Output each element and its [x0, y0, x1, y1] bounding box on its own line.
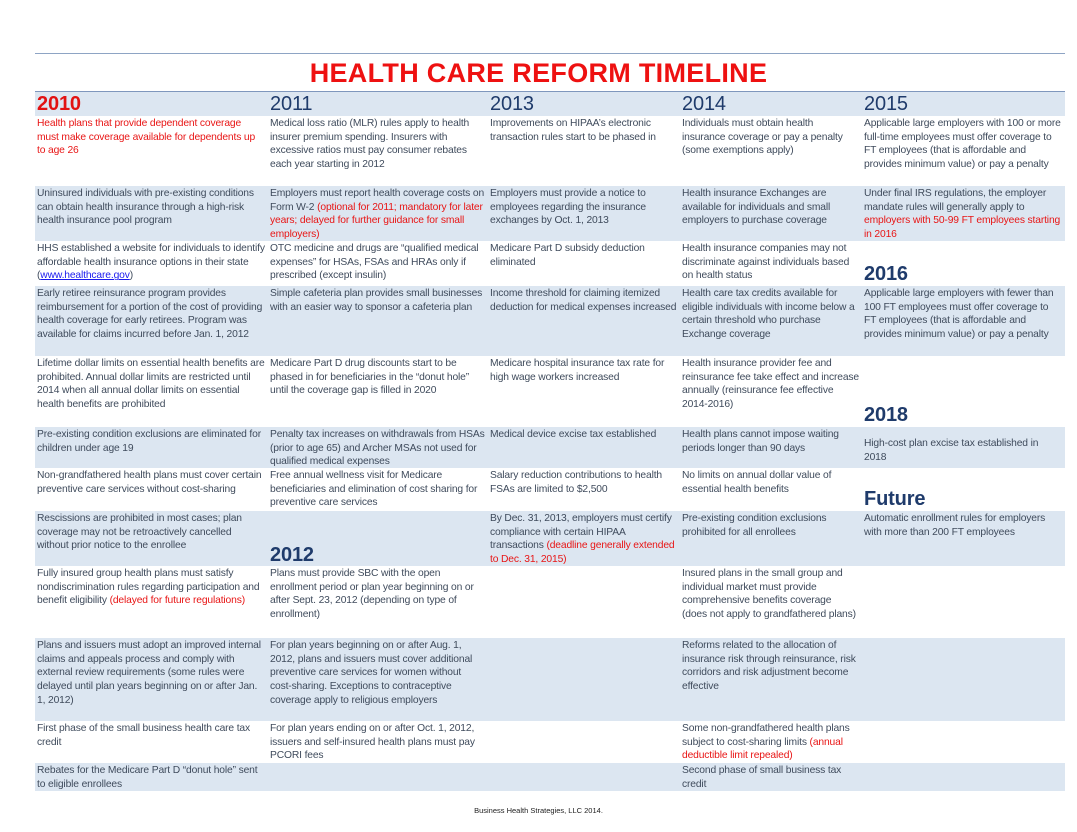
timeline-cell-2014	[680, 241, 862, 286]
year-subheading-2018: 2018	[864, 404, 908, 426]
timeline-cell-2010	[35, 186, 268, 242]
year-heading-2010: 2010	[37, 93, 81, 115]
table-row	[35, 566, 1065, 638]
table-row	[35, 721, 1065, 763]
year-heading-2015: 2015	[864, 93, 908, 115]
timeline-cell-2010	[35, 566, 268, 638]
timeline-cell-2015	[862, 763, 1065, 791]
timeline-cell-2010	[35, 356, 268, 427]
milestone-text: Automatic enrollment rules for employers with more than 200 FT employees	[864, 513, 1046, 538]
year-subheading-Future: Future	[864, 488, 926, 510]
timeline-cell-2014	[680, 427, 862, 469]
timeline-cell-2015	[862, 721, 1065, 763]
milestone-text: )	[129, 270, 134, 282]
timeline-cell-2010	[35, 721, 268, 763]
timeline-cell-2011	[268, 468, 488, 511]
timeline-cell-2014	[680, 116, 862, 186]
timeline-cell-2010	[35, 116, 268, 186]
timeline-cell-2015	[862, 116, 1065, 186]
timeline-table	[35, 92, 1065, 791]
year-subheading-2012: 2012	[270, 543, 314, 566]
milestone-text: Medical device excise tax established	[490, 429, 657, 440]
milestone-text: Pre-existing condition exclusions prohibited for all enrollees	[682, 513, 827, 538]
timeline-cell-2015	[862, 356, 1065, 427]
table-row	[35, 241, 1065, 286]
table-row	[35, 638, 1065, 721]
timeline-cell-2011	[268, 286, 488, 356]
timeline-cell-2010	[35, 638, 268, 721]
timeline-cell-2014	[680, 468, 862, 511]
timeline-cell-2014	[680, 511, 862, 567]
timeline-cell-2015	[862, 638, 1065, 721]
timeline-cell-2010	[35, 286, 268, 356]
milestone-text: First phase of the small business health care tax credit	[37, 723, 250, 748]
milestone-text: (optional for 2011; mandatory for later years; delayed for further guidance for small employers)	[270, 201, 483, 241]
timeline-cell-2011	[268, 186, 488, 242]
table-row	[35, 186, 1065, 241]
milestone-text: (delayed for future regulations)	[109, 595, 245, 607]
timeline-cell-2013	[488, 356, 680, 427]
milestone-text: Rebates for the Medicare Part D “donut hole” sent to eligible enrollees	[37, 765, 258, 790]
timeline-cell-2015	[862, 186, 1065, 242]
timeline-cell-2013	[488, 468, 680, 511]
timeline-cell-2011	[268, 116, 488, 186]
timeline-cell-2013	[488, 721, 680, 763]
milestone-text: Medical loss ratio (MLR) rules apply to health insurer premium spending. Insurers with excessive ratios must pay consumer rebates each year starting in 2012	[270, 118, 470, 171]
table-row	[35, 116, 1065, 186]
milestone-text: Income threshold for claiming itemized deduction for medical expenses increased	[490, 288, 677, 313]
page-title: HEALTH CARE REFORM TIMELINE	[309, 58, 768, 88]
timeline-cell-2011	[268, 763, 488, 791]
milestone-text: HHS established a website for individuals to identify affordable health insurance options in their state (	[37, 243, 265, 282]
milestone-text: Uninsured individuals with pre-existing conditions can obtain health insurance through a high-risk health insurance pool program	[37, 188, 254, 227]
milestone-text: Simple cafeteria plan provides small businesses with an easier way to sponsor a cafeteria plan	[270, 288, 483, 313]
milestone-text: Medicare Part D drug discounts start to be phased in for beneficiaries in the “donut hole” until the coverage gap is filled in 2020	[270, 358, 470, 397]
milestone-text: Insured plans in the small group and individual market must provide comprehensive benefits coverage (does not apply to grandfathered plans)	[682, 568, 856, 621]
timeline-cell-2013	[488, 763, 680, 791]
year-heading-2014: 2014	[682, 93, 726, 115]
timeline-cell-2014	[680, 566, 862, 638]
table-row	[35, 286, 1065, 356]
milestone-text: For plan years ending on or after Oct. 1, 2012, issuers and self-insured health plans must pay PCORI fees	[270, 723, 475, 762]
milestone-text: Second phase of small business tax credit	[682, 765, 842, 790]
milestone-text: OTC medicine and drugs are “qualified medical expenses” for HSAs, FSAs and HRAs only if prescribed (except insulin)	[270, 243, 479, 282]
timeline-cell-2010	[35, 763, 268, 791]
timeline-cell-2010	[35, 427, 268, 469]
timeline-cell-2014	[680, 286, 862, 356]
timeline-cell-2010	[35, 241, 268, 286]
timeline-cell-2011	[268, 566, 488, 638]
milestone-text: Lifetime dollar limits on essential health benefits are prohibited. Annual dollar limits are restricted until 2014 when all annual dollar limits on essential health benefits are prohibited	[37, 358, 265, 411]
milestone-text: Applicable large employers with fewer than 100 FT employees must offer coverage to FT employees (that is affordable and provides minimum value) or pay a penalty	[864, 288, 1054, 341]
milestone-text: Employers must report health coverage costs on Form W-2	[270, 188, 485, 213]
milestone-text: Reforms related to the allocation of insurance risk through reinsurance, risk corridors and risk adjustment become effective	[682, 640, 856, 693]
milestone-text: (annual deductible limit repealed)	[682, 736, 843, 762]
milestone-text: No limits on annual dollar value of essential health benefits	[682, 470, 832, 495]
milestone-text: Employers must provide a notice to employees regarding the insurance exchanges by Oct. 1, 2013	[490, 188, 646, 227]
milestone-text: Health insurance provider fee and reinsurance fee take effect and increase annually (reinsurance fee effective 2014-2016)	[682, 358, 859, 411]
timeline-cell-2014	[680, 356, 862, 427]
milestone-text: Plans must provide SBC with the open enrollment period or plan year beginning on or after Sept. 23, 2012 (depending on type of enrollment)	[270, 568, 474, 621]
milestone-text: By Dec. 31, 2013, employers must certify compliance with certain HIPAA transactions	[490, 513, 672, 552]
milestone-text: Health plans that provide dependent coverage must make coverage available for dependents up to age 26	[37, 118, 256, 157]
milestone-text: Rescissions are prohibited in most cases; plan coverage may not be retroactively cancelled without prior notice to the enrollee	[37, 513, 242, 552]
timeline-cell-2011	[268, 241, 488, 286]
footer-credit: Business Health Strategies, LLC 2014.	[474, 806, 603, 815]
milestone-text: Medicare Part D subsidy deduction eliminated	[490, 243, 645, 268]
year-heading-2011: 2011	[270, 93, 313, 115]
milestone-text: Fully insured group health plans must satisfy nondiscrimination rules regarding participation and benefit eligibility	[37, 568, 260, 607]
timeline-cell-2015	[862, 427, 1065, 469]
milestone-text: Early retiree reinsurance program provides reimbursement for a portion of the cost of providing health coverage for early retirees. Program was available for claims incurred before Jan. 1, 2012	[37, 288, 263, 341]
milestone-text: High-cost plan excise tax established in 2018	[864, 438, 1039, 463]
timeline-cell-2010	[35, 468, 268, 511]
timeline-cell-2013	[488, 511, 680, 567]
year-subheading-2016: 2016	[864, 263, 908, 285]
milestone-text: Some non-grandfathered health plans subject to cost-sharing limits	[682, 723, 850, 748]
year-heading-2013: 2013	[490, 93, 534, 115]
timeline-cell-2013	[488, 241, 680, 286]
timeline-cell-2013	[488, 116, 680, 186]
milestone-text: For plan years beginning on or after Aug. 1, 2012, plans and issuers must cover additional preventive care services for women without cost-sharing. Exceptions to contraceptive coverage apply to religious employers	[270, 640, 473, 706]
milestone-text: (deadline generally extended to Dec. 31, 2015)	[490, 540, 675, 566]
timeline-cell-2015	[862, 511, 1065, 567]
timeline-cell-2011	[268, 721, 488, 763]
year-header-row	[35, 92, 1065, 116]
milestone-text: Under final IRS regulations, the employer mandate rules will generally apply to	[864, 188, 1047, 213]
timeline-cell-2014	[680, 638, 862, 721]
table-row	[35, 763, 1065, 791]
milestone-text: Improvements on HIPAA’s electronic transaction rules start to be phased in	[490, 118, 656, 143]
timeline-cell-2015	[862, 286, 1065, 356]
timeline-cell-2015	[862, 566, 1065, 638]
milestone-text: Pre-existing condition exclusions are eliminated for children under age 19	[37, 429, 261, 454]
timeline-cell-2011	[268, 356, 488, 427]
milestone-text: Health plans cannot impose waiting periods longer than 90 days	[682, 429, 839, 454]
milestone-text: Plans and issuers must adopt an improved internal claims and appeals process and comply with external review requirements (some rules were delayed until plan years beginning on or after Jan. 1, 2012)	[37, 640, 261, 706]
milestone-text: Health care tax credits available for eligible individuals with income below a certain threshold who purchase Exchange coverage	[682, 288, 855, 341]
milestone-text: Health insurance Exchanges are available for individuals and small employers to purchase coverage	[682, 188, 831, 227]
table-row	[35, 511, 1065, 566]
timeline-cell-2015	[862, 468, 1065, 511]
milestone-text: Free annual wellness visit for Medicare beneficiaries and elimination of cost sharing for preventive care services	[270, 470, 478, 509]
table-row	[35, 468, 1065, 511]
milestone-text: employers with 50-99 FT employees starting in 2016	[864, 215, 1061, 241]
timeline-cell-2013	[488, 566, 680, 638]
timeline-cell-2010	[35, 511, 268, 567]
milestone-text: Health insurance companies may not discriminate against individuals based on health status	[682, 243, 850, 282]
milestone-text: Non-grandfathered health plans must cover certain preventive care services without cost-sharing	[37, 470, 262, 495]
milestone-text: Individuals must obtain health insurance coverage or pay a penalty (some exemptions apply)	[682, 118, 843, 157]
milestone-text: Penalty tax increases on withdrawals from HSAs (prior to age 65) and Archer MSAs not used for qualified medical expenses	[270, 429, 485, 468]
milestone-text: Applicable large employers with 100 or more full-time employees must offer coverage to FT employees (that is affordable and provides minimum value) or pay a penalty	[864, 118, 1061, 171]
timeline-cell-2011	[268, 511, 488, 567]
timeline-cell-2013	[488, 186, 680, 242]
timeline-cell-2014	[680, 763, 862, 791]
healthcare-gov-link[interactable]: www.healthcare.gov	[40, 270, 130, 282]
timeline-cell-2014	[680, 721, 862, 763]
timeline-cell-2015	[862, 241, 1065, 286]
table-row	[35, 427, 1065, 468]
top-rule	[35, 53, 1065, 54]
timeline-cell-2011	[268, 427, 488, 469]
timeline-cell-2013	[488, 638, 680, 721]
timeline-cell-2011	[268, 638, 488, 721]
timeline-cell-2014	[680, 186, 862, 242]
timeline-cell-2013	[488, 427, 680, 469]
timeline-cell-2013	[488, 286, 680, 356]
table-row	[35, 356, 1065, 427]
milestone-text: Salary reduction contributions to health FSAs are limited to $2,500	[490, 470, 663, 495]
milestone-text: Medicare hospital insurance tax rate for high wage workers increased	[490, 358, 665, 383]
